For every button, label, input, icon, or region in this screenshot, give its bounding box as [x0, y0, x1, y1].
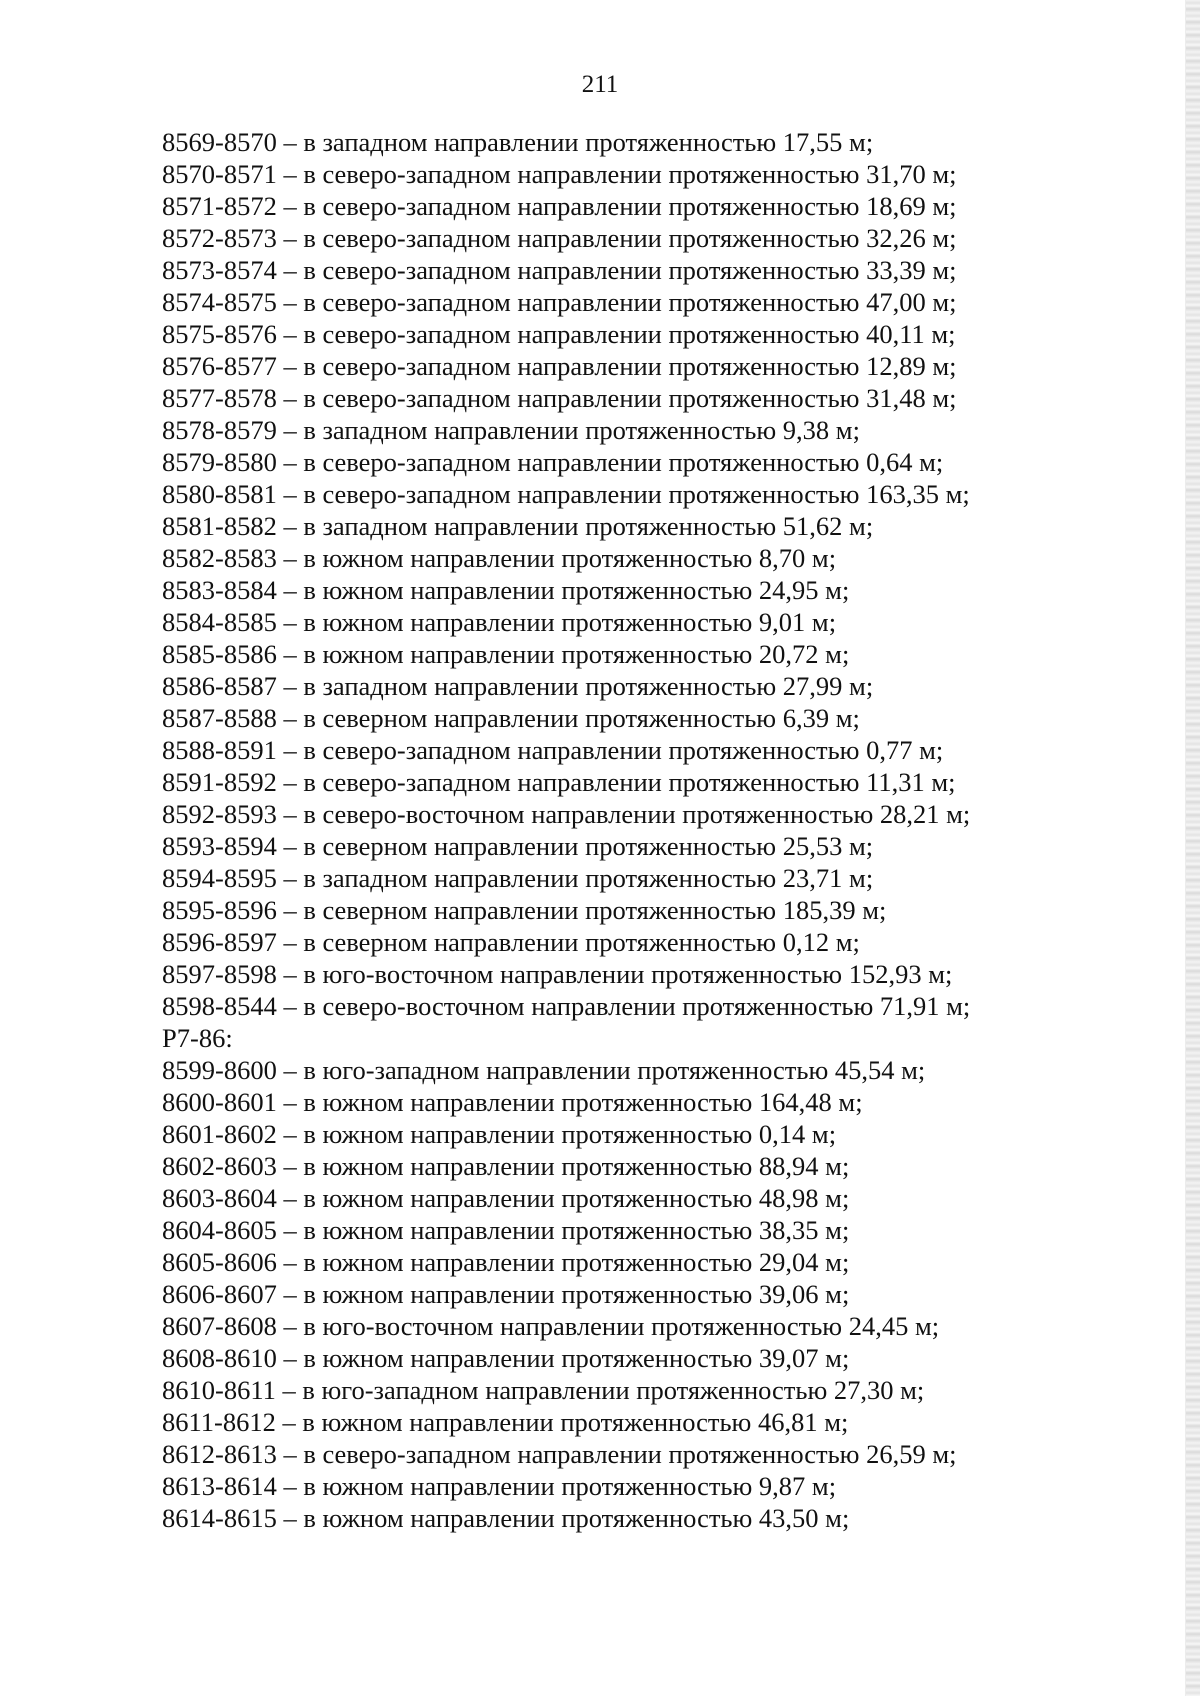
- scan-edge-artifact: [1185, 0, 1200, 1696]
- list-item: 8569-8570 – в западном направлении протяженностью 17,55 м;: [162, 127, 874, 157]
- list-item: 8603-8604 – в южном направлении протяженностью 48,98 м;: [162, 1183, 850, 1213]
- list-item: 8608-8610 – в южном направлении протяженностью 39,07 м;: [162, 1343, 850, 1373]
- list-item: 8575-8576 – в северо-западном направлении протяженностью 40,11 м;: [162, 319, 956, 349]
- list-item: 8596-8597 – в северном направлении протяженностью 0,12 м;: [162, 927, 860, 957]
- list-item: 8582-8583 – в южном направлении протяженностью 8,70 м;: [162, 543, 837, 573]
- list-item: 8588-8591 – в северо-западном направлении протяженностью 0,77 м;: [162, 735, 944, 765]
- list-item: 8581-8582 – в западном направлении протяженностью 51,62 м;: [162, 511, 874, 541]
- list-item: 8612-8613 – в северо-западном направлении протяженностью 26,59 м;: [162, 1439, 957, 1469]
- list-item: 8601-8602 – в южном направлении протяженностью 0,14 м;: [162, 1119, 837, 1149]
- list-item: 8586-8587 – в западном направлении протяженностью 27,99 м;: [162, 671, 874, 701]
- list-item: 8580-8581 – в северо-западном направлении протяженностью 163,35 м;: [162, 479, 970, 509]
- list-item: 8591-8592 – в северо-западном направлении протяженностью 11,31 м;: [162, 767, 956, 797]
- list-item: 8571-8572 – в северо-западном направлении протяженностью 18,69 м;: [162, 191, 957, 221]
- list-item: 8585-8586 – в южном направлении протяженностью 20,72 м;: [162, 639, 850, 669]
- list-item: 8573-8574 – в северо-западном направлении протяженностью 33,39 м;: [162, 255, 957, 285]
- list-item: 8604-8605 – в южном направлении протяженностью 38,35 м;: [162, 1215, 850, 1245]
- list-item: 8605-8606 – в южном направлении протяженностью 29,04 м;: [162, 1247, 850, 1277]
- list-item: 8584-8585 – в южном направлении протяженностью 9,01 м;: [162, 607, 837, 637]
- list-item: 8576-8577 – в северо-западном направлении протяженностью 12,89 м;: [162, 351, 957, 381]
- list-item: 8579-8580 – в северо-западном направлении протяженностью 0,64 м;: [162, 447, 944, 477]
- list-item: 8598-8544 – в северо-восточном направлении протяженностью 71,91 м;: [162, 991, 971, 1021]
- list-item: 8613-8614 – в южном направлении протяженностью 9,87 м;: [162, 1471, 837, 1501]
- list-item: 8600-8601 – в южном направлении протяженностью 164,48 м;: [162, 1087, 863, 1117]
- list-item: 8574-8575 – в северо-западном направлении протяженностью 47,00 м;: [162, 287, 957, 317]
- list-item: 8597-8598 – в юго-восточном направлении протяженностью 152,93 м;: [162, 959, 953, 989]
- section-heading: Р7-86:: [162, 1023, 233, 1053]
- list-item: 8587-8588 – в северном направлении протяженностью 6,39 м;: [162, 703, 860, 733]
- list-item: 8578-8579 – в западном направлении протяженностью 9,38 м;: [162, 415, 860, 445]
- list-item: 8595-8596 – в северном направлении протяженностью 185,39 м;: [162, 895, 887, 925]
- page-number: 211: [581, 71, 619, 98]
- list-item: 8577-8578 – в северо-западном направлении протяженностью 31,48 м;: [162, 383, 957, 413]
- list-item: 8592-8593 – в северо-восточном направлении протяженностью 28,21 м;: [162, 799, 971, 829]
- list-item: 8599-8600 – в юго-западном направлении протяженностью 45,54 м;: [162, 1055, 926, 1085]
- list-item: 8572-8573 – в северо-западном направлении протяженностью 32,26 м;: [162, 223, 957, 253]
- list-item: 8607-8608 – в юго-восточном направлении протяженностью 24,45 м;: [162, 1311, 940, 1341]
- list-item: 8602-8603 – в южном направлении протяженностью 88,94 м;: [162, 1151, 850, 1181]
- list-item: 8570-8571 – в северо-западном направлении протяженностью 31,70 м;: [162, 159, 957, 189]
- list-item: 8593-8594 – в северном направлении протяженностью 25,53 м;: [162, 831, 874, 861]
- list-item: 8594-8595 – в западном направлении протяженностью 23,71 м;: [162, 863, 874, 893]
- list-item: 8611-8612 – в южном направлении протяженностью 46,81 м;: [162, 1407, 849, 1437]
- list-item: 8614-8615 – в южном направлении протяженностью 43,50 м;: [162, 1503, 850, 1533]
- boundary-segments-list: [162, 126, 1102, 1534]
- list-item: 8606-8607 – в южном направлении протяженностью 39,06 м;: [162, 1279, 850, 1309]
- list-item: 8610-8611 – в юго-западном направлении протяженностью 27,30 м;: [162, 1375, 925, 1405]
- list-item: 8583-8584 – в южном направлении протяженностью 24,95 м;: [162, 575, 850, 605]
